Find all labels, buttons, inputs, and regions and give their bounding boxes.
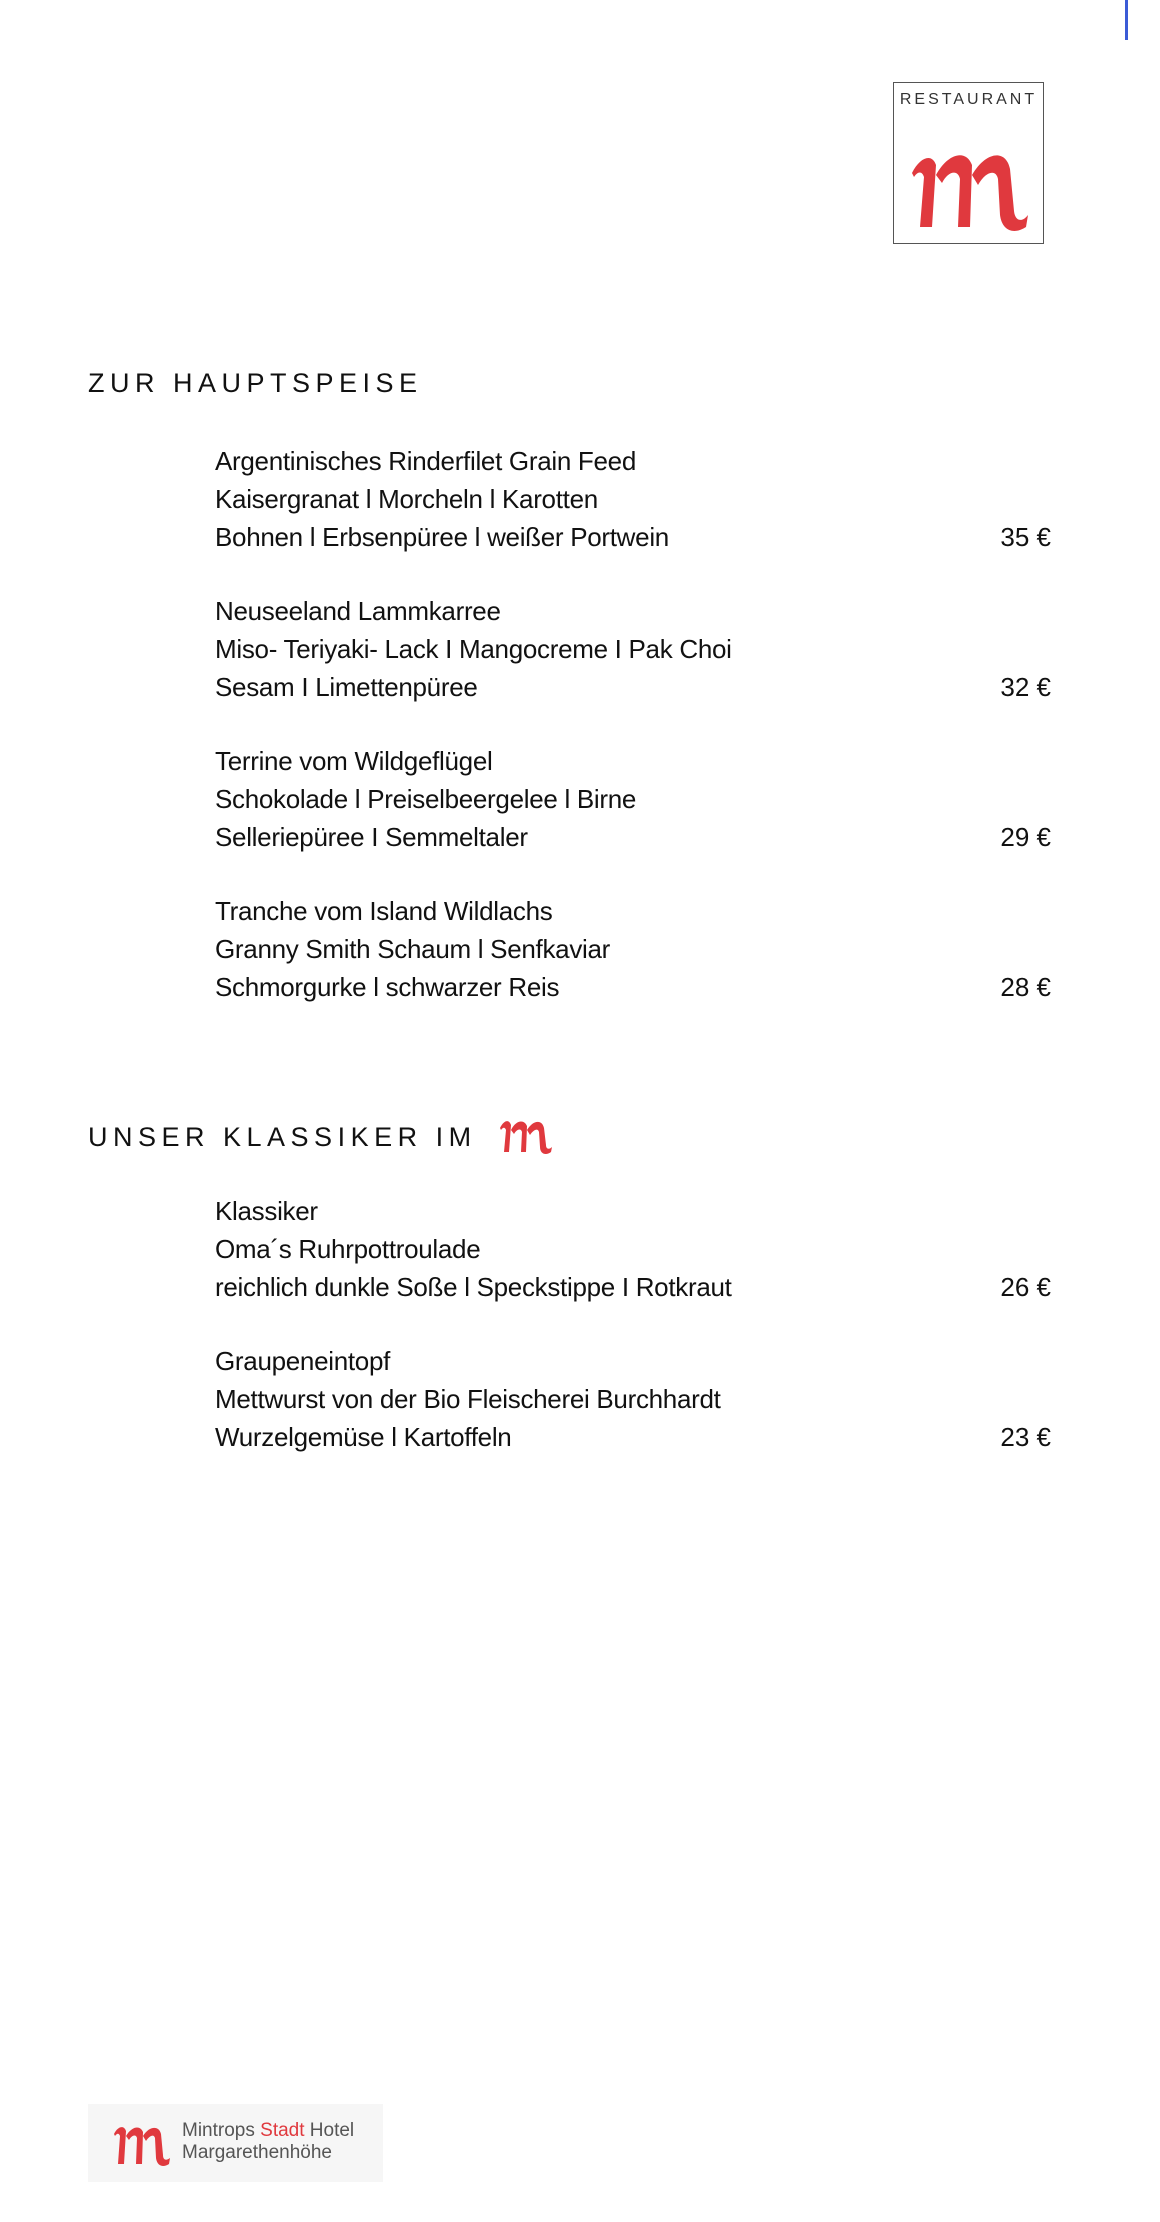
dish-item [215, 892, 1055, 1006]
dish-line: Mettwurst von der Bio Fleischerei Burchhardt [215, 1384, 721, 1414]
dish-line: Granny Smith Schaum l Senfkaviar [215, 934, 611, 964]
dish-line: Graupeneintopf [215, 1346, 391, 1376]
section-heading-classics [88, 1118, 556, 1160]
dish-price: 29 € [1000, 822, 1051, 852]
dish-item [215, 1342, 1055, 1456]
dish-line: Sesam I Limettenpüree [215, 672, 478, 702]
hotel-logo [88, 2104, 383, 2182]
dish-line: Kaisergranat l Morcheln l Karotten [215, 484, 598, 514]
dish-line: Tranche vom Island Wildlachs [215, 896, 553, 926]
dish-item [215, 442, 1055, 556]
section-heading-main-course: ZUR HAUPTSPEISE [88, 368, 423, 398]
dish-price: 32 € [1000, 672, 1051, 702]
dish-price: 26 € [1000, 1272, 1051, 1302]
dish-line: Terrine vom Wildgeflügel [215, 746, 493, 776]
dish-line: Argentinisches Rinderfilet Grain Feed [215, 446, 636, 476]
hotel-name-part: Mintrops [182, 2120, 261, 2141]
dish-item [215, 592, 1055, 706]
dish-line: Bohnen l Erbsenpüree l weißer Portwein [215, 522, 669, 552]
dish-line: Schokolade l Preiselbeergelee l Birne [215, 784, 637, 814]
restaurant-logo [893, 82, 1044, 244]
dish-price: 23 € [1000, 1422, 1051, 1452]
dish-line: Klassiker [215, 1196, 318, 1226]
page-edge-marker [1125, 0, 1128, 40]
dish-line: Miso- Teriyaki- Lack I Mangocreme I Pak Choi [215, 634, 732, 664]
dish-price: 35 € [1000, 522, 1051, 552]
m-logo-icon [496, 1114, 556, 1156]
section-heading-text: UNSER KLASSIKER IM [88, 1122, 477, 1153]
hotel-location: Margarethenhöhe [182, 2142, 332, 2163]
dish-line: Selleriepüree I Semmeltaler [215, 822, 528, 852]
hotel-name-part: Hotel [304, 2120, 355, 2141]
m-logo-icon [902, 135, 1037, 235]
m-logo-icon [110, 2118, 174, 2168]
dish-item [215, 742, 1055, 856]
hotel-name [182, 2120, 354, 2164]
logo-label: RESTAURANT [899, 91, 1038, 108]
dish-line: reichlich dunkle Soße l Speckstippe I Rotkraut [215, 1272, 732, 1302]
dish-line: Oma´s Ruhrpottroulade [215, 1234, 481, 1264]
hotel-name-part: Stadt [260, 2120, 305, 2141]
dish-line: Wurzelgemüse l Kartoffeln [215, 1422, 512, 1452]
dish-line: Schmorgurke l schwarzer Reis [215, 972, 560, 1002]
dish-price: 28 € [1000, 972, 1051, 1002]
dish-line: Neuseeland Lammkarree [215, 596, 501, 626]
dish-item [215, 1192, 1055, 1306]
